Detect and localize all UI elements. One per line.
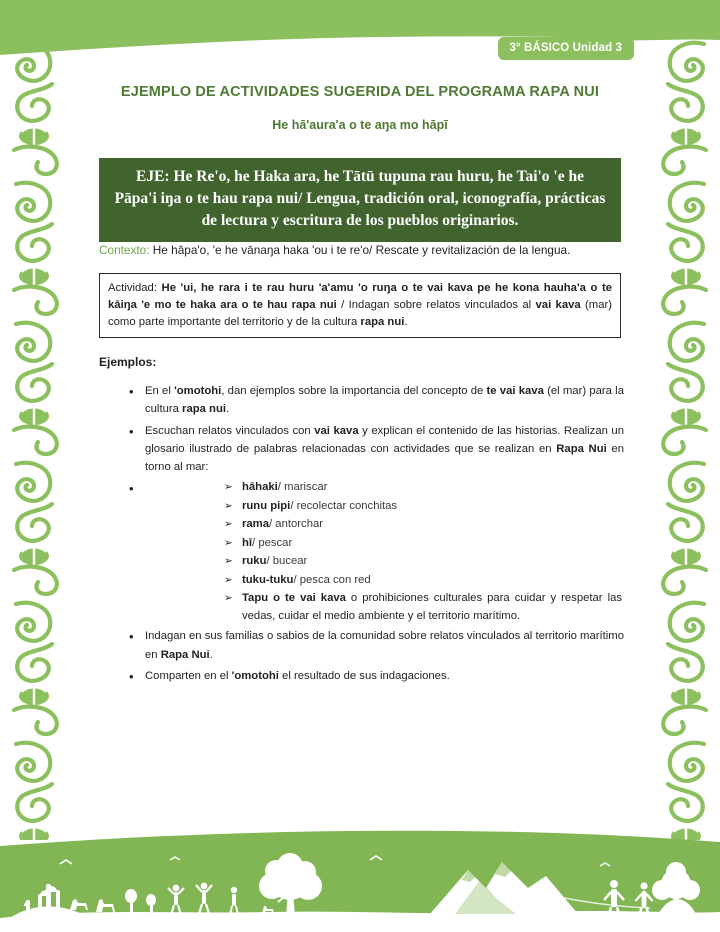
body-text: . [226, 403, 230, 416]
glossary-definition: / antorchar [269, 518, 324, 531]
ejemplos-label: Ejemplos: [99, 355, 157, 369]
glossary-container [129, 479, 624, 625]
glossary-definition: / bucear [266, 555, 308, 568]
list-item [129, 422, 624, 477]
glossary-term: hāhaki [242, 481, 278, 494]
glossary-item [224, 479, 624, 497]
glossary-item-tapu [224, 590, 624, 625]
glossary-item [224, 553, 624, 571]
glossary-term: ruku [242, 555, 267, 568]
list-item [129, 667, 624, 685]
contexto-line [99, 243, 624, 259]
page-subtitle: He hā'aura'a o te aŋa mo hāpī [272, 118, 448, 132]
right-ornamental-border [656, 40, 712, 840]
body-text: Comparten en el [145, 670, 232, 683]
actividad-spanish-2: (mar) como parte importante del territorio y de la cultura [108, 299, 613, 329]
emphasis-term: rapa nui [182, 403, 226, 416]
body-text: y explican el contenido de las historias. Realizan un glosario ilustrado de palabras relacionadas con actividades que se realizan en [145, 424, 624, 455]
page-title: EJEMPLO DE ACTIVIDADES SUGERIDA DEL PROGRAMA RAPA NUI [120, 84, 600, 100]
body-text: (el mar) para la cultura [145, 385, 624, 416]
actividad-separator: / [336, 299, 349, 312]
eje-box: EJE: He Re'o, he Haka ara, he Tātū tupuna rau huru, he Tai'o 'e he Pāpa'i iŋa o te hau rapa nui/ Lengua, tradición oral, iconografía, prácticas de lectura y escritura de los pueblos originarios. [99, 158, 621, 242]
contexto-label: Contexto: [99, 243, 150, 257]
glossary-definition: / pesca con red [293, 573, 371, 586]
emphasis-term: te vai kava [486, 385, 544, 397]
body-text: Escuchan relatos vinculados con [145, 424, 315, 437]
glossary-term: rama [242, 518, 270, 531]
body-text: . [209, 648, 213, 661]
glossary-term: runu pipi [242, 499, 291, 512]
emphasis-term: Rapa Nui [160, 648, 210, 661]
contexto-text: He hāpa'o, 'e he vānaŋa haka 'ou i te re'o/ Rescate y revitalización de la lengua. [149, 243, 571, 257]
tapu-term: Tapu o te vai kava [242, 592, 346, 605]
tapu-def: o prohibiciones culturales para cuidar y respetar las vedas, cuidar el medio ambiente y el territorio marítimo. [242, 592, 623, 622]
glossary-term: hī [242, 536, 253, 549]
actividad-spanish-end: . [404, 316, 408, 329]
emphasis-term: 'omotohi [231, 670, 279, 683]
glossary-item [224, 516, 624, 534]
actividad-rapanui: He 'ui, he rara i te rau huru 'a'amu 'o ruŋa o te vai kava pe he kona hauha'a o te kāiŋa 'e mo te haka ara o te hau rapa nui [108, 282, 612, 312]
ejemplos-list [99, 382, 624, 685]
actividad-box [99, 273, 621, 338]
body-text: En el [145, 385, 175, 397]
glossary-list [129, 479, 624, 625]
emphasis-term: Rapa Nui [556, 442, 607, 455]
unit-badge: 3° BÁSICO Unidad 3 [498, 37, 634, 60]
glossary-definition: / mariscar [277, 481, 328, 494]
list-item [129, 627, 624, 664]
body-text: Indagan en sus familias o sabios de la comunidad sobre relatos vinculados al territorio marítimo en [145, 630, 624, 661]
emphasis-term: vai kava [314, 424, 359, 437]
glossary-item [224, 498, 624, 516]
actividad-label: Actividad: [108, 282, 162, 294]
actividad-spanish-bold-2: rapa nui [360, 316, 405, 329]
ejemplos-list-wrapper [99, 382, 624, 688]
actividad-spanish-bold-1: vai kava [535, 299, 581, 312]
body-text: el resultado de sus indagaciones. [278, 670, 450, 683]
glossary-definition: / pescar [252, 536, 293, 549]
left-ornamental-border [8, 40, 64, 840]
body-text: en torno al mar: [145, 442, 624, 474]
glossary-item [224, 535, 624, 553]
emphasis-term: 'omotohi [174, 385, 222, 397]
glossary-term: tuku-tuku [242, 573, 294, 586]
list-item [129, 382, 624, 419]
actividad-spanish-1: Indagan sobre relatos vinculados al [348, 299, 536, 312]
glossary-definition: / recolectar conchitas [290, 499, 398, 512]
body-text: , dan ejemplos sobre la importancia del concepto de [221, 385, 487, 397]
footer-illustration [0, 822, 720, 932]
glossary-item [224, 572, 624, 590]
